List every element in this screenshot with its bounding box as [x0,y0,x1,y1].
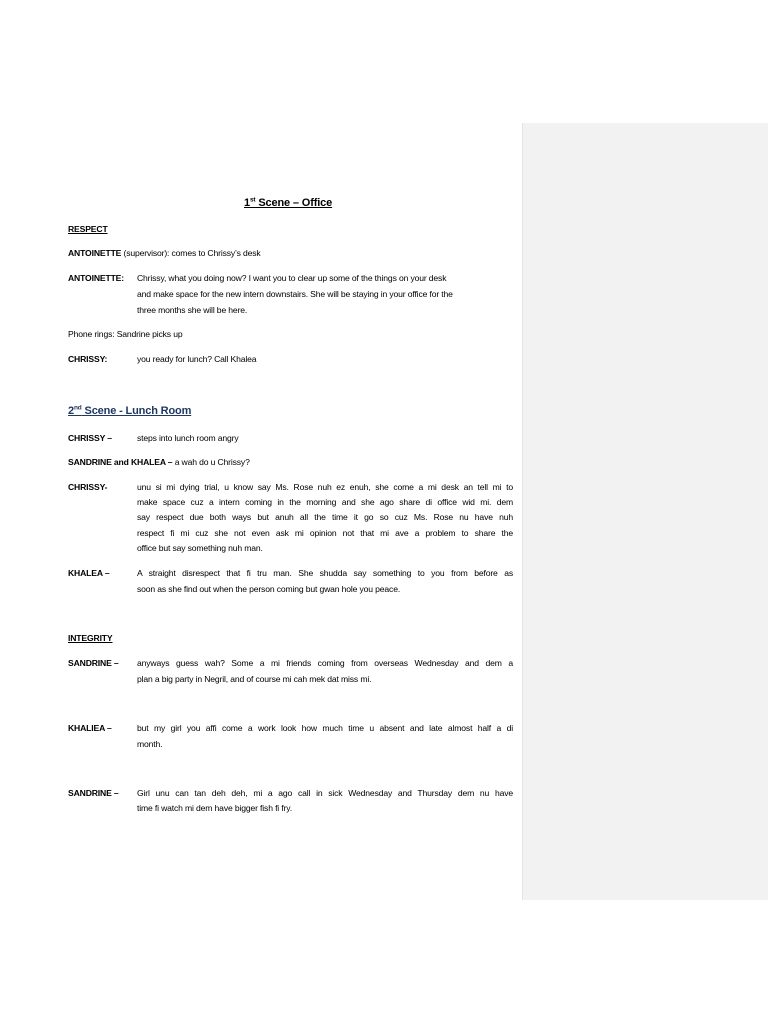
dialogue-line: but my girl you affi come a work look how much time u absent and late almost half a di [137,723,513,733]
speaker-sandrine: SANDRINE – [68,658,119,668]
speaker-khaliea: KHALIEA – [68,723,112,733]
comment-pane [522,123,768,900]
speaker-chrissy: CHRISSY- [68,482,108,492]
speaker-chrissy: CHRISSY: [68,354,108,364]
stage-direction: steps into lunch room angry [137,433,239,443]
dialogue-line: office but say something nuh man. [137,543,263,553]
scene1-title: 1st Scene – Office [244,196,333,209]
speaker-sandrine: SANDRINE – [68,788,119,798]
section-respect: RESPECT [68,224,108,234]
dialogue-line: month. [137,739,163,749]
stage-direction-antoinette: ANTOINETTE (supervisor): comes to Chrissy’s desk [68,248,261,258]
dialogue-line: anyways guess wah? Some a mi friends coming from overseas Wednesday and dem a [137,658,513,668]
scene2-title: 2nd Scene - Lunch Room [68,404,192,417]
dialogue-line: make space cuz a intern coming in the morning and she ago share di office wid mi. dem [137,497,513,507]
dialogue-line: plan a big party in Negril, and of course mi cah mek dat miss mi. [137,674,372,684]
speaker-chrissy: CHRISSY – [68,433,112,443]
dialogue-line: three months she will be here. [137,305,248,315]
dialogue-line: you ready for lunch? Call Khalea [137,354,257,364]
dialogue-line: Girl unu can tan deh deh, mi a ago call in sick Wednesday and Thursday dem nu have [137,788,513,798]
dialogue-line: time fi watch mi dem have bigger fish fi fry. [137,803,292,813]
dialogue-sandrine-khalea: SANDRINE and KHALEA – a wah do u Chrissy? [68,457,250,467]
speaker-khalea: KHALEA – [68,568,110,578]
dialogue-line: soon as she find out when the person coming but gwan hole you peace. [137,584,401,594]
dialogue-line: A straight disrespect that fi tru man. She shudda say something to you from before as [137,568,513,578]
dialogue-line: unu si mi dying trial, u know say Ms. Rose nuh ez enuh, she come a mi desk an tell mi to [137,482,513,492]
dialogue-line: Chrissy, what you doing now? I want you to clear up some of the things on your desk [137,273,447,283]
dialogue-line: respect fi mi cuz she not even ask mi opinion not that mi ave a problem to share the [137,528,513,538]
dialogue-line: say respect due both ways but anuh all the time it go so cuz Ms. Rose nu have nuh [137,512,513,522]
speaker-antoinette: ANTOINETTE: [68,273,124,283]
dialogue-line: and make space for the new intern downstairs. She will be staying in your office for the [137,289,453,299]
stage-direction-phone: Phone rings: Sandrine picks up [68,329,183,339]
section-integrity: INTEGRITY [68,633,113,643]
